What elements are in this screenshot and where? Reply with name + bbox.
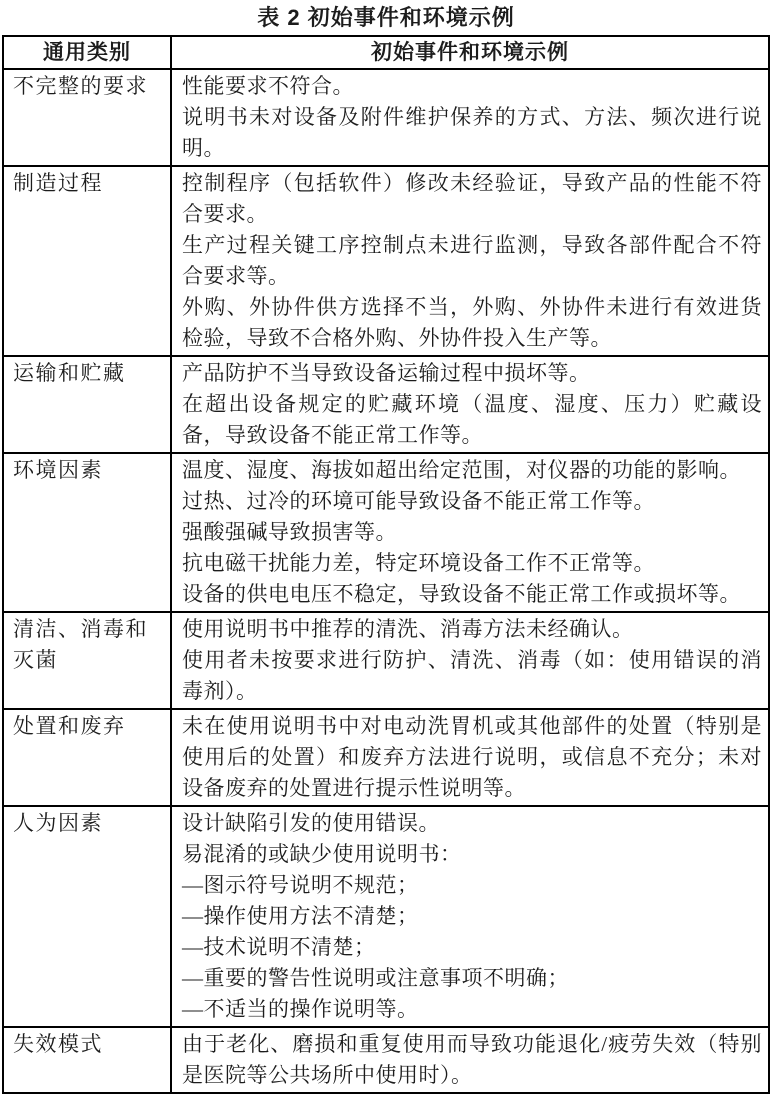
document-page <box>2 4 770 1094</box>
table-row <box>3 806 769 1027</box>
example-paragraph: 过热、过冷的环境可能导致设备不能正常工作等。 <box>182 489 655 513</box>
category-cell: 清洁、消毒和灭菌 <box>3 612 171 709</box>
example-paragraph: 设计缺陷引发的使用错误。 <box>182 811 440 835</box>
category-cell: 失效模式 <box>3 1027 171 1093</box>
example-paragraph: 说明书未对设备及附件维护保养的方式、方法、频次进行说明。 <box>182 105 762 160</box>
category-cell: 环境因素 <box>3 453 171 612</box>
table-row <box>3 453 769 612</box>
column-header-category: 通用类别 <box>3 36 171 69</box>
category-cell: 不完整的要求 <box>3 69 171 166</box>
category-cell: 人为因素 <box>3 806 171 1027</box>
example-paragraph: 抗电磁干扰能力差，特定环境设备工作不正常等。 <box>182 551 655 575</box>
category-cell: 制造过程 <box>3 166 171 356</box>
table-row <box>3 612 769 709</box>
example-paragraph: 易混淆的或缺少使用说明书： <box>182 842 462 866</box>
example-paragraph: —图示符号说明不规范； <box>182 873 419 897</box>
table-caption: 表 2 初始事件和环境示例 <box>257 5 515 30</box>
examples-cell <box>171 356 769 453</box>
example-paragraph: 生产过程关键工序控制点未进行监测，导致各部件配合不符合要求等。 <box>182 233 762 288</box>
example-paragraph: 使用说明书中推荐的清洗、消毒方法未经确认。 <box>182 617 634 641</box>
example-paragraph: 温度、湿度、海拔如超出给定范围，对仪器的功能的影响。 <box>182 458 741 482</box>
examples-cell <box>171 69 769 166</box>
table-row <box>3 166 769 356</box>
category-cell: 处置和废弃 <box>3 709 171 806</box>
examples-cell <box>171 806 769 1027</box>
examples-cell <box>171 1027 769 1093</box>
example-paragraph: —不适当的操作说明等。 <box>182 997 419 1021</box>
example-paragraph: 使用者未按要求进行防护、清洗、消毒（如：使用错误的消毒剂）。 <box>182 648 762 703</box>
table-row <box>3 356 769 453</box>
example-paragraph: 产品防护不当导致设备运输过程中损坏等。 <box>182 361 591 385</box>
header-row <box>3 36 769 69</box>
example-paragraph: 设备的供电电压不稳定，导致设备不能正常工作或损坏等。 <box>182 582 741 606</box>
example-paragraph: —操作使用方法不清楚； <box>182 904 419 928</box>
examples-cell <box>171 709 769 806</box>
example-paragraph: 由于老化、磨损和重复使用而导致功能退化/疲劳失效（特别是医院等公共场所中使用时）。 <box>182 1032 762 1087</box>
example-paragraph: 强酸强碱导致损害等。 <box>182 520 397 544</box>
examples-cell <box>171 612 769 709</box>
example-paragraph: 外购、外协件供方选择不当，外购、外协件未进行有效进货检验，导致不合格外购、外协件投入生产等。 <box>182 295 762 350</box>
example-paragraph: 未在使用说明书中对电动洗胃机或其他部件的处置（特别是使用后的处置）和废弃方法进行说明，或信息不充分；未对设备废弃的处置进行提示性说明等。 <box>182 714 762 800</box>
example-paragraph: 性能要求不符合。 <box>182 74 354 98</box>
table-row <box>3 709 769 806</box>
example-paragraph: —重要的警告性说明或注意事项不明确； <box>182 966 569 990</box>
example-paragraph: 控制程序（包括软件）修改未经验证，导致产品的性能不符合要求。 <box>182 171 762 226</box>
table-body <box>3 69 769 1093</box>
example-paragraph: —技术说明不清楚； <box>182 935 376 959</box>
table-row <box>3 69 769 166</box>
examples-cell <box>171 166 769 356</box>
table-row <box>3 1027 769 1093</box>
example-paragraph: 在超出设备规定的贮藏环境（温度、湿度、压力）贮藏设备，导致设备不能正常工作等。 <box>182 392 762 447</box>
column-header-examples: 初始事件和环境示例 <box>171 36 769 69</box>
initiating-events-table <box>2 35 770 1094</box>
category-cell: 运输和贮藏 <box>3 356 171 453</box>
examples-cell <box>171 453 769 612</box>
